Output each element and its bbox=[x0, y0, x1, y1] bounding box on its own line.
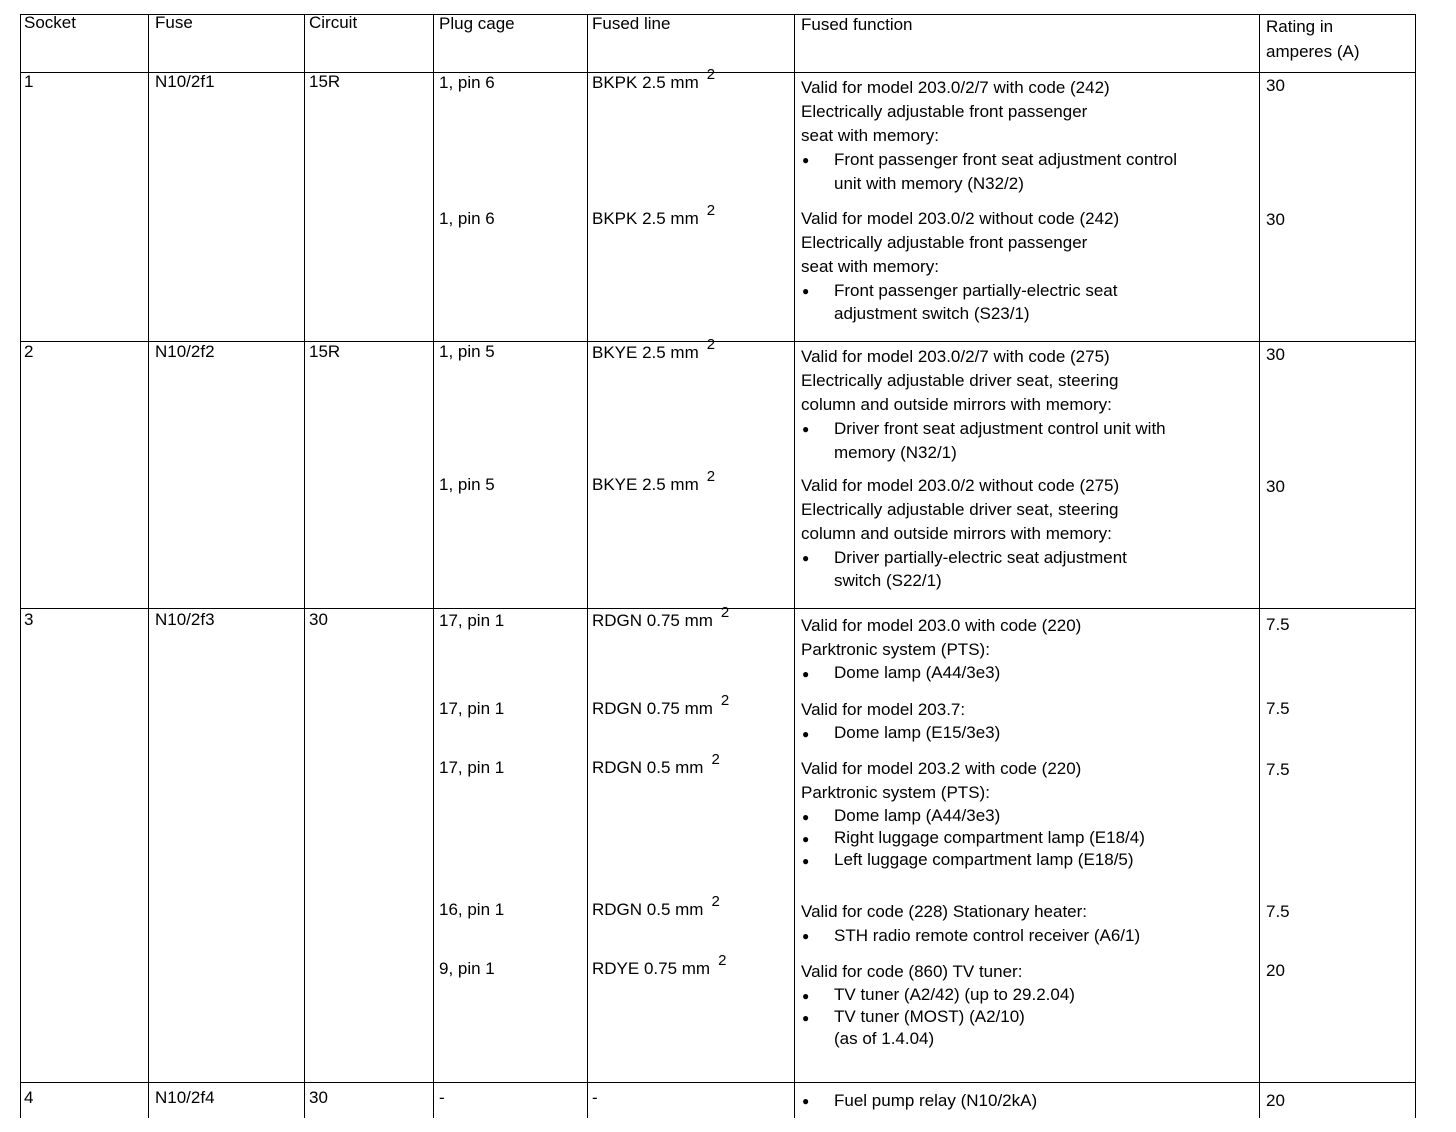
bullet-item bbox=[801, 148, 1177, 196]
superscript: 2 bbox=[711, 751, 720, 768]
bullet-item bbox=[801, 1089, 1037, 1113]
wire-spec: BKYE 2.5 mm bbox=[592, 343, 699, 362]
bullet-text: ● TV tuner (MOST) (A2/10) bbox=[834, 1007, 1025, 1026]
header-fuse: Fuse bbox=[155, 13, 193, 32]
fused-function-cell bbox=[801, 614, 1081, 684]
fused-line-cell bbox=[592, 893, 720, 921]
rating-cell: 7.5 bbox=[1266, 615, 1290, 634]
superscript: 2 bbox=[711, 893, 720, 910]
fused-function-cell bbox=[801, 76, 1177, 196]
wire-spec: BKPK 2.5 mm bbox=[592, 73, 699, 92]
function-line: Valid for model 203.0/2/7 with code (242) bbox=[801, 78, 1110, 97]
rating-cell: 7.5 bbox=[1266, 699, 1290, 718]
header-fused-function: Fused function bbox=[801, 15, 913, 34]
circuit-cell: 30 bbox=[309, 610, 328, 629]
col-border-5 bbox=[794, 14, 795, 1118]
header-socket: Socket bbox=[24, 13, 76, 32]
fused-line-cell bbox=[592, 336, 716, 364]
function-line: Valid for code (860) TV tuner: bbox=[801, 962, 1023, 981]
superscript: 2 bbox=[706, 66, 716, 83]
fused-line-cell bbox=[592, 66, 716, 94]
wire-spec: RDGN 0.5 mm bbox=[592, 758, 704, 777]
plug-cage-cell: 1, pin 5 bbox=[439, 475, 495, 494]
plug-cage-cell: - bbox=[439, 1088, 445, 1107]
header-bottom-border bbox=[20, 72, 1416, 73]
function-line: Parktronic system (PTS): bbox=[801, 783, 990, 802]
function-line: seat with memory: bbox=[801, 257, 939, 276]
header-fused-line: Fused line bbox=[592, 14, 671, 33]
function-line: Valid for model 203.2 with code (220) bbox=[801, 759, 1082, 778]
bullet-item bbox=[801, 805, 1145, 827]
superscript: 2 bbox=[720, 692, 730, 709]
fused-function-cell bbox=[801, 207, 1119, 325]
wire-spec: RDGN 0.5 mm bbox=[592, 900, 704, 919]
rating-cell: 20 bbox=[1266, 961, 1285, 980]
fuse-cell: N10/2f4 bbox=[155, 1088, 215, 1107]
bullet-item bbox=[801, 827, 1145, 849]
bullet-item bbox=[801, 1006, 1075, 1050]
rating-cell: 30 bbox=[1266, 345, 1285, 364]
superscript: 2 bbox=[706, 336, 716, 353]
bullet-text: ● Front passenger partially-electric seat bbox=[834, 281, 1118, 300]
header-circuit: Circuit bbox=[309, 13, 358, 32]
col-border-6 bbox=[1259, 14, 1260, 1118]
col-border-3 bbox=[433, 14, 434, 1118]
bullet-item bbox=[801, 722, 1000, 744]
fused-function-cell bbox=[801, 474, 1127, 592]
fused-function-cell bbox=[801, 960, 1075, 1050]
function-line: column and outside mirrors with memory: bbox=[801, 395, 1112, 414]
bullet-text: ● Left luggage compartment lamp (E18/5) bbox=[834, 850, 1134, 869]
bullet-text: ● Dome lamp (A44/3e3) bbox=[834, 806, 1001, 825]
function-line: Electrically adjustable driver seat, steering bbox=[801, 500, 1119, 519]
fused-line-cell bbox=[592, 952, 727, 980]
fused-line-cell bbox=[592, 604, 730, 632]
fused-line-cell bbox=[592, 468, 716, 496]
function-line: Valid for model 203.0 with code (220) bbox=[801, 616, 1082, 635]
bullet-item bbox=[801, 849, 1145, 871]
bullet-item bbox=[801, 924, 1140, 948]
header-rating-line1: Rating in bbox=[1266, 17, 1334, 36]
rating-cell: 7.5 bbox=[1266, 760, 1290, 779]
fused-function-cell bbox=[801, 345, 1166, 465]
socket-cell: 3 bbox=[24, 610, 34, 629]
wire-spec: RDGN 0.75 mm bbox=[592, 611, 713, 630]
wire-spec: RDGN 0.75 mm bbox=[592, 699, 713, 718]
function-line: Valid for model 203.0/2 without code (242) bbox=[801, 209, 1120, 228]
socket-cell: 1 bbox=[24, 72, 34, 91]
col-border-7 bbox=[1415, 14, 1416, 1118]
bullet-text: ● Front passenger front seat adjustment control bbox=[834, 150, 1178, 169]
plug-cage-cell: 17, pin 1 bbox=[439, 611, 505, 630]
row-border-1 bbox=[20, 341, 1416, 342]
bullet-text: ● Fuel pump relay (N10/2kA) bbox=[834, 1091, 1038, 1110]
bullet-text: unit with memory (N32/2) bbox=[834, 174, 1024, 193]
fused-function-cell bbox=[801, 757, 1145, 871]
fused-line-cell bbox=[592, 202, 716, 230]
col-border-4 bbox=[587, 14, 588, 1118]
plug-cage-cell: 1, pin 6 bbox=[439, 209, 495, 228]
table-top-border bbox=[20, 14, 1416, 15]
bullet-text: ● TV tuner (A2/42) (up to 29.2.04) bbox=[834, 985, 1075, 1004]
fused-line-cell: - bbox=[592, 1088, 598, 1107]
function-line: Valid for code (228) Stationary heater: bbox=[801, 902, 1088, 921]
fuse-cell: N10/2f1 bbox=[155, 72, 215, 91]
superscript: 2 bbox=[720, 604, 730, 621]
superscript: 2 bbox=[706, 468, 716, 485]
circuit-cell: 15R bbox=[309, 72, 341, 91]
bullet-text: ● Dome lamp (E15/3e3) bbox=[834, 723, 1001, 742]
bullet-item bbox=[801, 546, 1127, 592]
bullet-item bbox=[801, 984, 1075, 1006]
bullet-text: (as of 1.4.04) bbox=[834, 1029, 935, 1048]
bullet-text: adjustment switch (S23/1) bbox=[834, 304, 1030, 323]
plug-cage-cell: 9, pin 1 bbox=[439, 959, 495, 978]
rating-cell: 7.5 bbox=[1266, 902, 1290, 921]
function-line: Valid for model 203.7: bbox=[801, 700, 966, 719]
bullet-item bbox=[801, 662, 1081, 684]
row-border-2 bbox=[20, 608, 1416, 609]
function-line: Electrically adjustable front passenger bbox=[801, 233, 1088, 252]
function-line: seat with memory: bbox=[801, 126, 939, 145]
socket-cell: 4 bbox=[24, 1088, 34, 1107]
bullet-item bbox=[801, 279, 1119, 325]
rating-cell: 20 bbox=[1266, 1091, 1285, 1110]
plug-cage-cell: 17, pin 1 bbox=[439, 699, 505, 718]
row-border-3 bbox=[20, 1082, 1416, 1083]
fuse-cell: N10/2f3 bbox=[155, 610, 215, 629]
function-line: Parktronic system (PTS): bbox=[801, 640, 990, 659]
fuse-cell: N10/2f2 bbox=[155, 342, 215, 361]
col-border-0 bbox=[20, 14, 21, 1118]
bullet-text: ● Driver partially-electric seat adjustment bbox=[834, 548, 1127, 567]
rating-cell: 30 bbox=[1266, 477, 1285, 496]
bullet-item bbox=[801, 417, 1166, 465]
bullet-text: switch (S22/1) bbox=[834, 571, 942, 590]
fused-line-cell bbox=[592, 692, 730, 720]
plug-cage-cell: 1, pin 6 bbox=[439, 73, 495, 92]
header-rating-line2: amperes (A) bbox=[1266, 42, 1360, 61]
wire-spec: BKPK 2.5 mm bbox=[592, 209, 699, 228]
function-line: Electrically adjustable driver seat, steering bbox=[801, 371, 1119, 390]
function-line: Valid for model 203.0/2/7 with code (275) bbox=[801, 347, 1110, 366]
superscript: 2 bbox=[718, 952, 727, 969]
socket-cell: 2 bbox=[24, 342, 34, 361]
fused-line-cell bbox=[592, 751, 720, 779]
bullet-text: memory (N32/1) bbox=[834, 443, 957, 462]
plug-cage-cell: 17, pin 1 bbox=[439, 758, 505, 777]
bullet-text: ● Dome lamp (A44/3e3) bbox=[834, 663, 1001, 682]
header-plug-cage: Plug cage bbox=[439, 14, 515, 33]
fused-function-cell bbox=[801, 900, 1140, 948]
wire-spec: BKYE 2.5 mm bbox=[592, 475, 699, 494]
circuit-cell: 15R bbox=[309, 342, 341, 361]
col-border-2 bbox=[304, 14, 305, 1118]
bullet-text: ● STH radio remote control receiver (A6/1) bbox=[834, 926, 1141, 945]
wire-spec: RDYE 0.75 mm bbox=[592, 959, 711, 978]
circuit-cell: 30 bbox=[309, 1088, 328, 1107]
function-line: Valid for model 203.0/2 without code (275) bbox=[801, 476, 1120, 495]
bullet-text: ● Driver front seat adjustment control unit with bbox=[834, 419, 1166, 438]
col-border-1 bbox=[148, 14, 149, 1118]
plug-cage-cell: 16, pin 1 bbox=[439, 900, 505, 919]
bullet-text: ● Right luggage compartment lamp (E18/4) bbox=[834, 828, 1145, 847]
superscript: 2 bbox=[706, 202, 716, 219]
function-line: column and outside mirrors with memory: bbox=[801, 524, 1112, 543]
function-line: Electrically adjustable front passenger bbox=[801, 102, 1088, 121]
rating-cell: 30 bbox=[1266, 210, 1285, 229]
plug-cage-cell: 1, pin 5 bbox=[439, 342, 495, 361]
fused-function-cell bbox=[801, 698, 1000, 744]
fused-function-cell bbox=[801, 1089, 1037, 1113]
rating-cell: 30 bbox=[1266, 76, 1285, 95]
